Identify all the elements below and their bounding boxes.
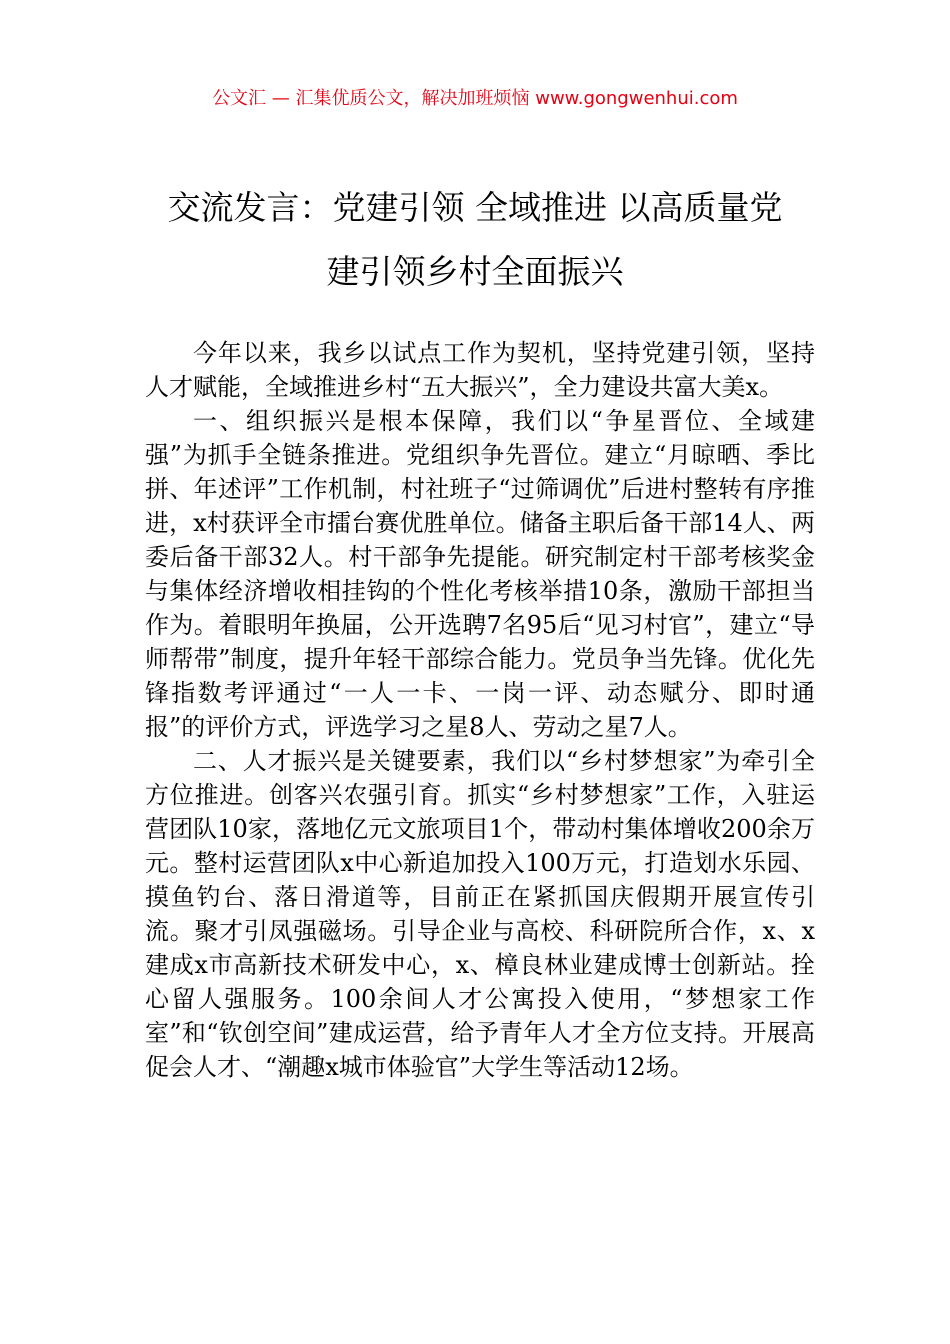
paragraph-organization: 一、组织振兴是根本保障，我们以“争星晋位、全域建强”为抓手全链条推进。党组织争先晋位。建立“月晾晒、季比拼、年述评”工作机制，村社班子“过筛调优”后进村整转有序推进，x村获评全市擂台赛优胜单位。储备主职后备干部14人、两委后备干部32人。村干部争先提能。研究制定村干部考核奖金与集体经济增收相挂钩的个性化考核举措10条，激励干部担当作为。着眼明年换届，公开选聘7名95后“见习村官”，建立“导师帮带”制度，提升年轻干部综合能力。党员争当先锋。优化先锋指数考评通过“一人一卡、一岗一评、动态赋分、即时通报”的评价方式，评选学习之星8人、劳动之星7人。	[145, 407, 815, 741]
paragraph-intro: 今年以来，我乡以试点工作为契机，坚持党建引领，坚持人才赋能，全域推进乡村“五大振兴”，全力建设共富大美x。	[145, 339, 815, 401]
title-line-1: 交流发言：党建引领 全域推进 以高质量党	[167, 188, 783, 227]
title-line-2: 建引领乡村全面振兴	[326, 252, 624, 291]
document-title	[120, 176, 830, 304]
paragraph-talent: 二、人才振兴是关键要素，我们以“乡村梦想家”为牵引全方位推进。创客兴农强引育。抓实“乡村梦想家”工作，入驻运营团队10家，落地亿元文旅项目1个，带动村集体增收200余万元。整村运营团队x中心新追加投入100万元，打造划水乐园、摸鱼钓台、落日滑道等，目前正在紧抓国庆假期开展宣传引流。聚才引凤强磁场。引导企业与高校、科研院所合作，x、x建成x市高新技术研发中心，x、樟良林业建成博士创新站。拴心留人强服务。100余间人才公寓投入使用，“梦想家工作室”和“钦创空间”建成运营，给予青年人才全方位支持。开展高促会人才、“潮趣x城市体验官”大学生等活动12场。	[145, 747, 815, 1081]
document-body	[145, 336, 815, 1084]
header-banner: 公文汇 — 汇集优质公文，解决加班烦恼 www.gongwenhui.com	[212, 88, 738, 109]
